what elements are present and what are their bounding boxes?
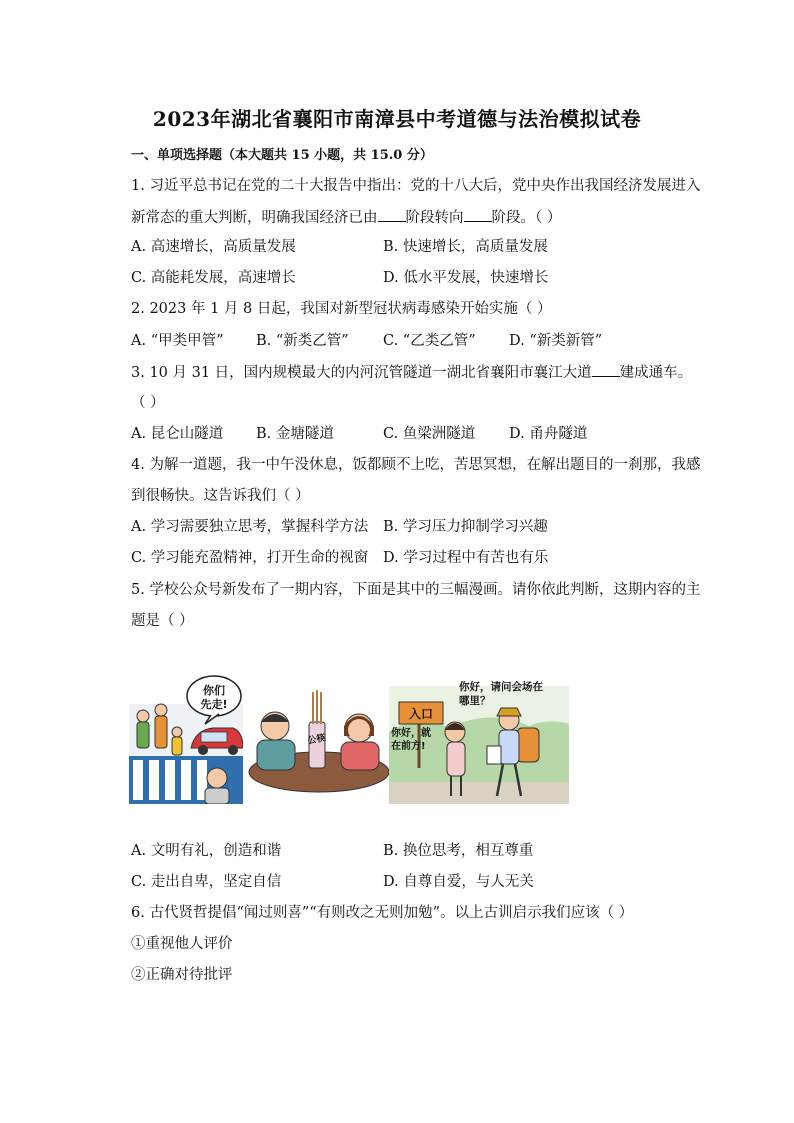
q5-option-d: D. 自尊自爱，与人无关 (383, 874, 534, 890)
q2-option-b: B. “新类乙管” (256, 333, 349, 349)
bubble3-line1: 你好，请问会场在 (459, 681, 543, 693)
bubble1-line1: 你们 (203, 684, 225, 697)
q2-option-c: C. “乙类乙管” (383, 333, 476, 349)
serving-chopsticks-label: 公筷 (306, 733, 327, 747)
q6-text: 6. 古代贤哲提倡“闻过则喜”“有则改之无则加勉”。以上古训启示我们应该（ ） (131, 905, 634, 921)
q3-option-d: D. 甬舟隧道 (509, 426, 588, 442)
reply-line1: 你好，就 (391, 728, 431, 739)
entrance-sign: 入口 (408, 707, 434, 721)
q3-text-line1 (131, 362, 692, 383)
q1-option-a: A. 高速增长，高质量发展 (131, 239, 296, 255)
q1-option-c: C. 高能耗发展，高速增长 (131, 270, 296, 286)
q5-option-b: B. 换位思考，相互尊重 (383, 843, 534, 859)
answer-blank (378, 207, 406, 222)
q4-text-line2: 到很畅快。这告诉我们（ ） (131, 488, 310, 504)
q5-text-line2: 题是（ ） (131, 613, 194, 629)
q3-text-line2: （ ） (131, 395, 165, 411)
q4-text-line1: 4. 为解一道题，我一中午没休息，饭都顾不上吃，苦思冥想，在解出题目的一刹那，我感 (131, 457, 701, 473)
bubble1-line2: 先走! (200, 698, 228, 711)
q1-text-part3: 阶段。（ ） (491, 210, 562, 226)
q1-text-part1: 新常态的重大判断，明确我国经济已由 (131, 210, 378, 226)
q1-text-part2: 阶段转向 (405, 210, 464, 226)
q1-option-b: B. 快速增长，高质量发展 (383, 239, 548, 255)
q5-option-a: A. 文明有礼，创造和谐 (131, 843, 282, 859)
q3-text-part1: 3. 10 月 31 日，国内规模最大的内河沉管隧道一湖北省襄阳市襄江大道 (131, 365, 592, 381)
q4-option-d: D. 学习过程中有苦也有乐 (383, 550, 549, 566)
q2-text: 2. 2023 年 1 月 8 日起，我国对新型冠状病毒感染开始实施（ ） (131, 301, 552, 317)
q2-option-a: A. “甲类甲管” (131, 333, 224, 349)
q4-option-c: C. 学习能充盈精神，打开生命的视窗 (131, 550, 369, 566)
q5-text-line1: 5. 学校公众号新发布了一期内容，下面是其中的三幅漫画。请你依此判断，这期内容的主 (131, 582, 701, 598)
q6-item-1: ①重视他人评价 (131, 936, 233, 952)
q3-text-part2: 建成通车。 (619, 365, 693, 381)
q4-option-b: B. 学习压力抑制学习兴趣 (383, 519, 548, 535)
bubble3-line2: 哪里？ (459, 695, 491, 707)
q2-option-d: D. “新类新管” (509, 333, 603, 349)
q3-option-a: A. 昆仑山隧道 (131, 426, 224, 442)
answer-blank (464, 207, 492, 222)
section-heading: 一、单项选择题（本大题共 15 小题，共 15.0 分） (131, 148, 433, 163)
answer-blank (592, 362, 620, 377)
comic-panel-dinner (247, 672, 389, 804)
comic-panel-directions (389, 672, 569, 804)
comic-strip (129, 672, 569, 804)
q5-option-c: C. 走出自卑，坚定自信 (131, 874, 282, 890)
q1-option-d: D. 低水平发展，快速增长 (383, 270, 549, 286)
reply-line2: 在前方! (391, 741, 426, 752)
q1-text-line2 (131, 207, 561, 228)
q4-option-a: A. 学习需要独立思考，掌握科学方法 (131, 519, 369, 535)
q6-item-2: ②正确对待批评 (131, 967, 233, 983)
q3-option-b: B. 金塘隧道 (256, 426, 334, 442)
comic-panel-crosswalk (129, 672, 243, 804)
q1-text-line1: 1. 习近平总书记在党的二十大报告中指出：党的十八大后，党中央作出我国经济发展进入 (131, 178, 701, 194)
q3-option-c: C. 鱼梁洲隧道 (383, 426, 476, 442)
page-title: 2023年湖北省襄阳市南漳县中考道德与法治模拟试卷 (152, 107, 642, 131)
